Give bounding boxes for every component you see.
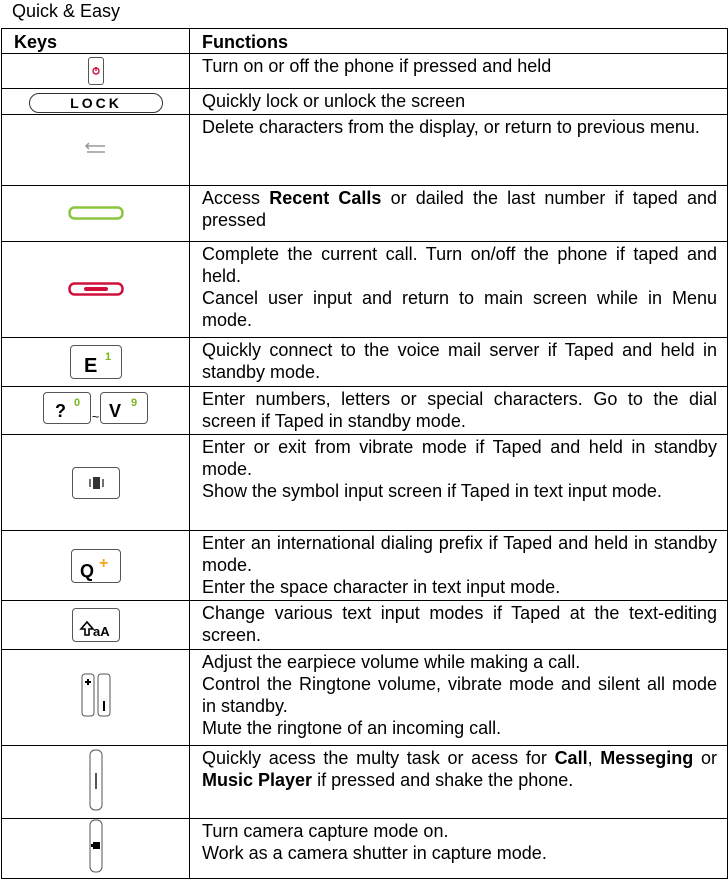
call-key-icon (68, 206, 124, 220)
function-text: Turn on or off the phone if pressed and held (202, 56, 552, 76)
table-row (2, 338, 728, 387)
function-text: Access Recent Calls or dailed the last number if taped and pressed (202, 188, 717, 230)
function-text: Turn camera capture mode on. (202, 821, 449, 841)
international-key-icon (71, 549, 121, 583)
recent-calls-label: Recent Calls (269, 188, 382, 208)
table-row (2, 746, 728, 819)
function-text: Work as a camera shutter in capture mode. (202, 843, 547, 863)
call-label: Call (554, 748, 588, 768)
side-key-icon (89, 749, 103, 811)
function-text: Enter numbers, letters or special characters. Go to the dial screen if Taped in standby mode. (202, 389, 717, 431)
table-row (2, 115, 728, 186)
function-text: Cancel user input and return to main screen while in Menu mode. (202, 288, 717, 330)
table-row (2, 650, 728, 746)
svg-text:?: ? (54, 401, 66, 421)
back-key-icon (83, 140, 109, 156)
table-row (2, 242, 728, 338)
table-row (2, 387, 728, 435)
table-row (2, 89, 728, 115)
end-key-icon (68, 282, 124, 296)
camera-key-icon (89, 819, 103, 873)
function-text: Change various text input modes if Taped at the text-editing screen. (202, 603, 717, 645)
svg-text:0: 0 (73, 397, 80, 409)
table-row (2, 819, 728, 879)
keys-column-header: Keys (2, 29, 190, 54)
svg-text:1: 1 (104, 351, 111, 363)
question-key-icon (43, 392, 91, 424)
number-keys-icon (43, 392, 149, 424)
functions-column-header: Functions (190, 29, 728, 54)
svg-text:9: 9 (131, 397, 138, 409)
lock-key-icon (29, 93, 163, 113)
function-text: Enter or exit from vibrate mode if Taped and held in standby mode. (202, 437, 717, 479)
keys-table (1, 28, 728, 879)
svg-text:Q: Q (79, 560, 94, 581)
range-separator: ~ (91, 409, 100, 424)
voicemail-key-icon (70, 345, 122, 379)
function-text: Enter an international dialing prefix if Taped and held in standby mode. (202, 533, 717, 575)
function-text: Control the Ringtone volume, vibrate mode and silent all mode in standby. (202, 674, 717, 716)
messeging-label: Messeging (600, 748, 694, 768)
svg-text:+: + (98, 554, 108, 572)
svg-text:aA: aA (92, 624, 110, 639)
table-row (2, 601, 728, 650)
function-text: Quickly acess the multy task or acess for Call, Messeging or Music Player if pressed and shake the phone. (202, 748, 717, 790)
v-key-icon (100, 392, 148, 424)
function-text: Quickly connect to the voice mail server if Taped and held in standby mode. (202, 340, 717, 382)
svg-text:LOCK: LOCK (69, 94, 122, 111)
svg-text:V: V (109, 401, 122, 421)
svg-text:E: E (83, 355, 97, 377)
function-text: Adjust the earpiece volume while making a call. (202, 652, 581, 672)
table-header-row (2, 29, 728, 54)
page-title: Quick & Easy (12, 1, 121, 21)
table-row (2, 435, 728, 531)
function-text: Enter the space character in text input mode. (202, 577, 561, 597)
table-row (2, 54, 728, 89)
music-player-label: Music Player (202, 770, 313, 790)
shift-key-icon (72, 608, 120, 642)
table-row (2, 531, 728, 601)
volume-keys-icon (81, 673, 111, 717)
vibrate-key-icon (72, 467, 120, 499)
function-text: Show the symbol input screen if Taped in text input mode. (202, 481, 662, 501)
function-text: Complete the current call. Turn on/off the phone if taped and held. (202, 244, 717, 286)
function-text: Mute the ringtone of an incoming call. (202, 718, 502, 738)
function-text: Quickly lock or unlock the screen (202, 91, 466, 111)
function-text: Delete characters from the display, or return to previous menu. (202, 117, 700, 137)
table-row (2, 186, 728, 242)
power-key-icon (88, 57, 104, 85)
